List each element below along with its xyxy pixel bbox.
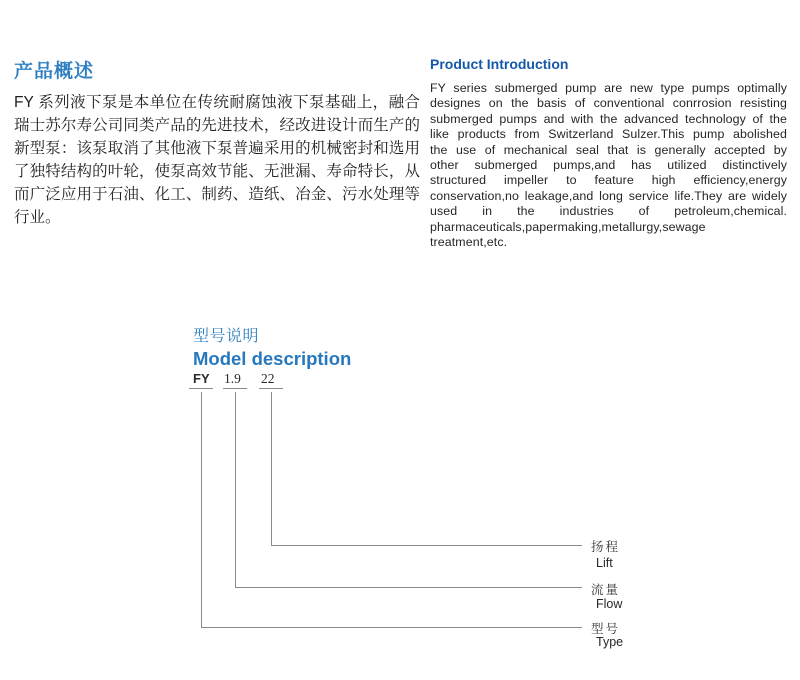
model-description-heading [193,323,351,370]
legend-type-zh: 型号 [591,622,621,636]
overview-section [14,56,420,229]
legend-lift-zh: 扬程 [591,540,621,554]
model-title-zh: 型号说明 [193,328,260,345]
connector-horizontal-lift [271,545,582,546]
tick-under-type [189,388,213,389]
introduction-title: Product Introduction [430,56,569,72]
overview-body: FY 系列液下泵是本单位在传统耐腐蚀液下泵基础上，融合瑞士苏尔寿公司同类产品的先进技术，经改进设计而生产的新型泵：该泵取消了其他液下泵普遍采用的机械密封和选用了独特结构的叶轮，使泵高效节能、无泄漏、寿命特长，从而广泛应用于石油、化工、制药、造纸、冶金、污水处理等行业。 [14,94,420,226]
legend-type-en: Type [596,635,624,649]
model-code-type: FY [193,371,210,386]
connector-vertical-lift [271,392,272,545]
legend-flow-en: Flow [596,597,623,611]
model-code-flow: 1.9 [224,371,241,386]
introduction-section [430,56,787,250]
overview-title: 产品概述 [14,61,95,82]
tick-under-lift [259,388,283,389]
connector-vertical-type [201,392,202,627]
connector-horizontal-flow [235,587,582,588]
model-code-lift: 22 [261,371,275,386]
legend-flow-zh: 流量 [591,583,621,597]
connector-horizontal-type [201,627,582,628]
connector-vertical-flow [235,392,236,587]
introduction-body: FY series submerged pump are new type pumps optimally designes on the basis of conventional conrrosion resisting submerged pumps and with the advanced technology of the like products from Switzerland Sulzer.This pump abolished the use of mechanical seal that is generally accepted by other submerged pumps,and has utilized distinctively structured impeller to feature high efficiency,energy conservation,no leakage,and long service life.They are widely used in the industries of petroleum,chemical. pharmaceuticals,papermaking,metallurgy,sewage treatment,etc. [430,81,787,250]
model-title-en: Model description [193,348,352,369]
tick-under-flow [223,388,247,389]
legend-lift-en: Lift [596,556,613,570]
